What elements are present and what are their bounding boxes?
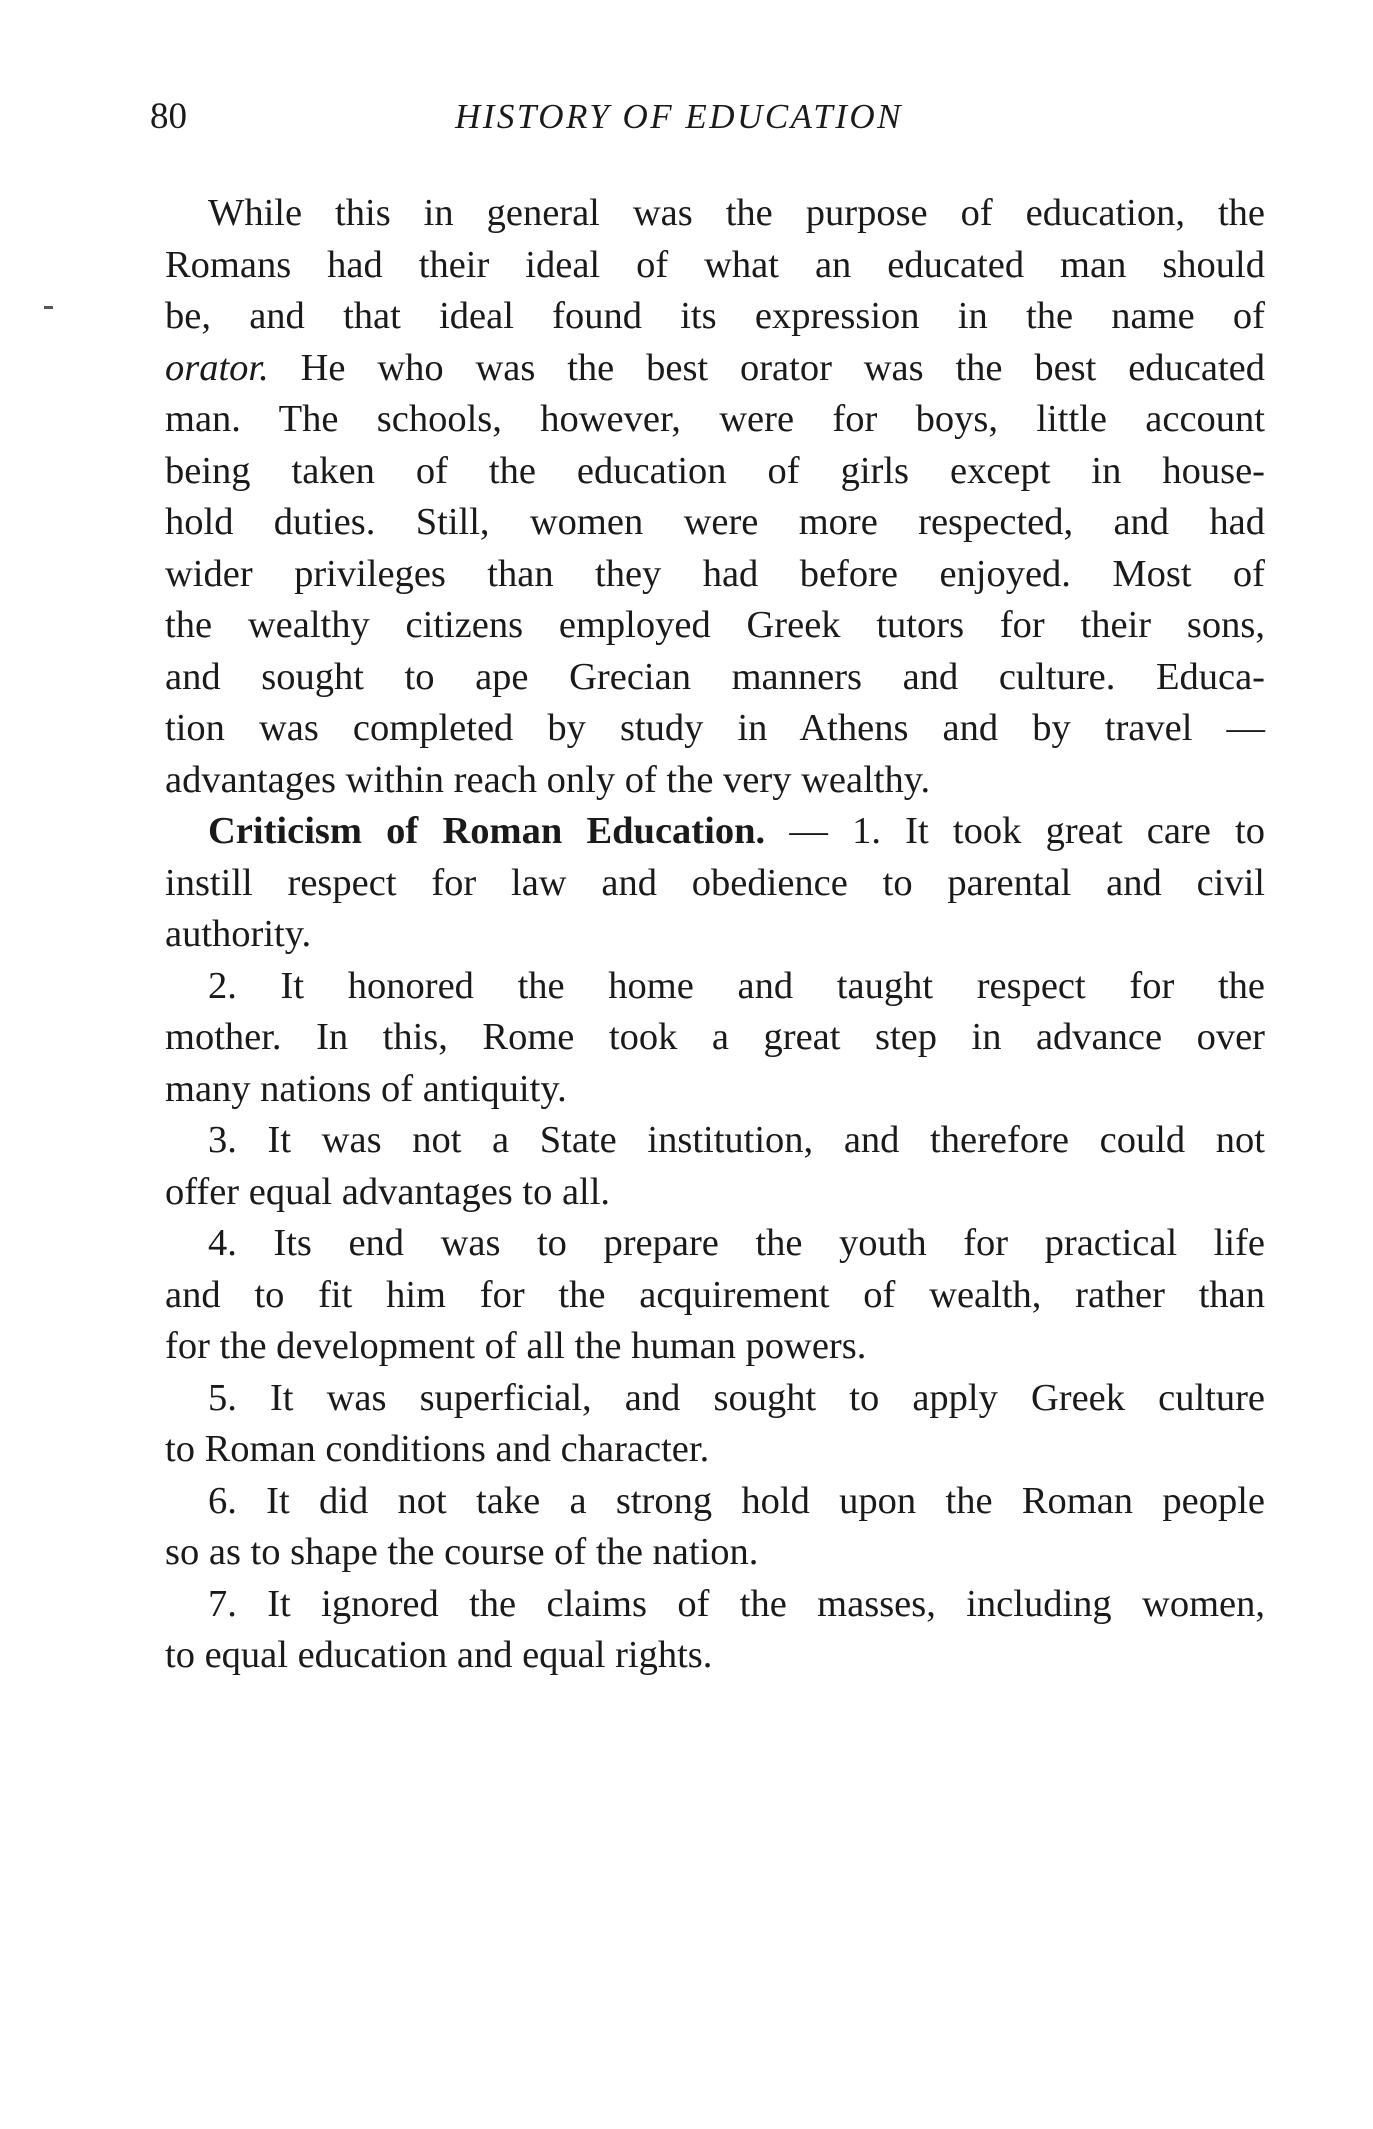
text-line: man. The schools, however, were for boys, little account [165, 398, 1265, 440]
text-line: tion was completed by study in Athens and by travel — [165, 707, 1265, 749]
text-line: and sought to ape Grecian manners and culture. Educa- [165, 655, 1265, 698]
text-line: instill respect for law and obedience to parental and civil [165, 861, 1265, 904]
criticism-section [165, 806, 1265, 961]
text-line: mother. In this, Rome took a great step in advance over [165, 1016, 1265, 1058]
point-1-start: — 1. It took great care to [765, 810, 1265, 852]
text-line: be, and that ideal found its expression in the name of [165, 295, 1265, 337]
text-line: While this in general was the purpose of education, the [208, 192, 1265, 234]
margin-dash-mark [44, 306, 53, 309]
text-line: hold duties. Still, women were more respected, and had [165, 501, 1265, 543]
point-3 [165, 1115, 1265, 1218]
point-first-line: 2. It honored the home and taught respect for the [208, 964, 1265, 1007]
text-line: wider privileges than they had before enjoyed. Most of [165, 552, 1265, 595]
criticism-first-line [165, 806, 1265, 858]
text-line: so as to shape the course of the nation. [165, 1531, 759, 1573]
text-line: Romans had their ideal of what an educated man should [165, 243, 1265, 286]
point-first-line: 7. It ignored the claims of the masses, including women, [208, 1582, 1265, 1625]
body-text [165, 188, 1265, 1682]
text-line: to Roman conditions and character. [165, 1428, 710, 1470]
intro-paragraph [165, 188, 1265, 806]
text-line: advantages within reach only of the very wealthy. [165, 758, 931, 801]
text-line: authority. [165, 913, 312, 955]
text-line: for the development of all the human powers. [165, 1325, 867, 1367]
text-line-rest: He who was the best orator was the best educated [268, 346, 1265, 389]
point-2 [165, 961, 1265, 1116]
text-line [165, 343, 1265, 395]
orator-term: orator. [165, 346, 269, 389]
point-7 [165, 1579, 1265, 1682]
text-line: the wealthy citizens employed Greek tutors for their sons, [165, 604, 1265, 646]
point-first-line: 3. It was not a State institution, and therefore could not [208, 1119, 1265, 1161]
text-line: being taken of the education of girls except in house- [165, 449, 1265, 492]
point-first-line: 4. Its end was to prepare the youth for practical life [208, 1222, 1265, 1264]
text-line: to equal education and equal rights. [165, 1634, 713, 1676]
point-first-line: 6. It did not take a strong hold upon the Roman people [208, 1479, 1265, 1522]
text-line: and to fit him for the acquirement of wealth, rather than [165, 1273, 1265, 1316]
point-first-line: 5. It was superficial, and sought to apply Greek culture [208, 1376, 1265, 1419]
point-6 [165, 1476, 1265, 1579]
running-head [150, 92, 1265, 142]
page-number: 80 [150, 96, 187, 137]
text-line: many nations of antiquity. [165, 1067, 567, 1110]
section-heading: Criticism of Roman Education. [208, 810, 766, 852]
running-title: HISTORY OF EDUCATION [455, 97, 904, 136]
point-4 [165, 1218, 1265, 1373]
point-5 [165, 1373, 1265, 1476]
text-line: offer equal advantages to all. [165, 1170, 611, 1213]
